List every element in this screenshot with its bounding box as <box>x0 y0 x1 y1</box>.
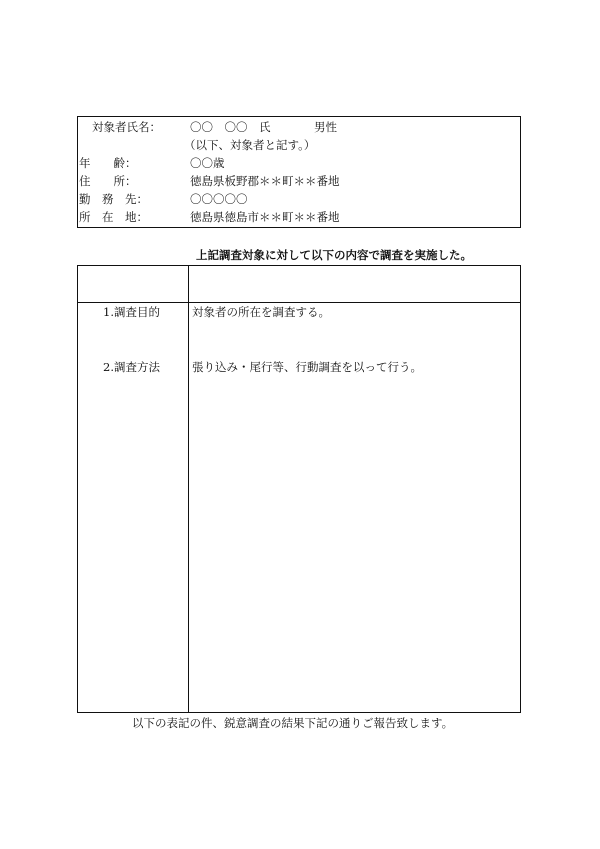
location-label: 所 在 地： <box>79 210 148 224</box>
subject-name-label: 対象者氏名： <box>92 120 161 134</box>
subject-note: （以下、対象者と記す。） <box>184 138 316 152</box>
subject-name-value: 〇〇 〇〇 氏 <box>190 120 271 134</box>
address-value: 徳島県板野郡＊＊町＊＊番地 <box>190 174 340 188</box>
age-value: 〇〇歳 <box>190 156 225 170</box>
address-label: 住 所： <box>79 174 137 188</box>
method-label: 2.調査方法 <box>103 360 160 374</box>
purpose-content: 対象者の所在を調査する。 <box>192 305 330 319</box>
age-label: 年 齢： <box>79 156 137 170</box>
table-header-divider <box>78 302 520 303</box>
subject-gender: 男性 <box>314 120 337 134</box>
footer-text: 以下の表記の件、鋭意調査の結果下記の通りご報告致します。 <box>132 716 454 730</box>
purpose-label: 1.調査目的 <box>103 305 160 319</box>
method-content: 張り込み・尾行等、行動調査を以って行う。 <box>192 360 422 374</box>
employer-label: 勤 務 先： <box>79 192 148 206</box>
survey-table <box>77 265 521 713</box>
intro-text: 上記調査対象に対して以下の内容で調査を実施した。 <box>196 248 472 262</box>
employer-value: 〇〇〇〇〇 <box>190 192 248 206</box>
table-column-divider <box>188 266 189 712</box>
location-value: 徳島県徳島市＊＊町＊＊番地 <box>190 210 340 224</box>
